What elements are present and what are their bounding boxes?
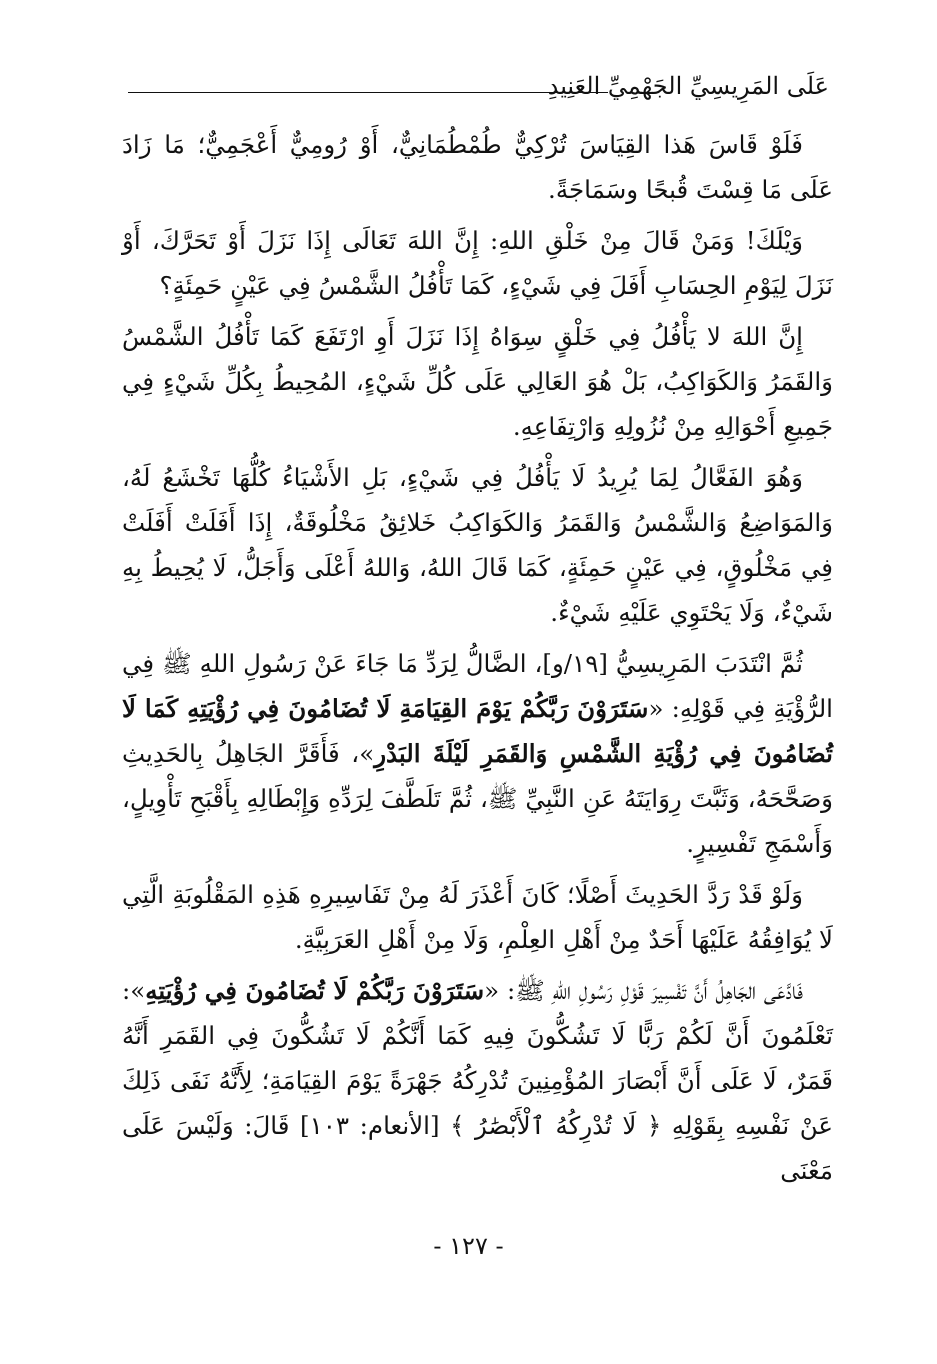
paragraph-text: فَادَّعَى الجَاهِلُ أَنَّ تَفْسِيرَ قَوْلِ رَسُولِ اللهِ ﷺ: « bbox=[484, 976, 803, 1005]
paragraph bbox=[122, 314, 833, 449]
paragraph-text: إِنَّ اللهَ لا يَأْفُلُ فِي خَلْقٍ سِوَاهُ إِذَا نَزَلَ أَوِ ارْتَفَعَ كَمَا تَأْفُلُ الشَّمْسُ وَالقَمَرُ وَالكَوَاكِبُ، بَلْ هُوَ العَالِي عَلَى كُلِّ شَيْءٍ، المُحِيطُ بِكُلِّ شَيْءٍ فِي جَمِيعِ أَحْوَالِهِ مِنْ نُزُولِهِ وَارْتِفَاعِهِ. bbox=[122, 322, 833, 441]
paragraph-text: وَيْلَكَ! وَمَنْ قَالَ مِنْ خَلْقِ اللهِ: إِنَّ اللهَ تَعَالَى إِذَا نَزَلَ أَوْ تَحَرَّكَ، أَوْ نَزَلَ لِيَوْمِ الحِسَابِ أَفَلَ فِي شَيْءٍ، كَمَا تَأْفُلُ الشَّمْسُ فِي عَيْنٍ حَمِئَةٍ؟ bbox=[122, 226, 833, 300]
body-text bbox=[122, 122, 833, 1199]
hadith-quote: سَتَرَوْنَ رَبَّكُمْ يَوْمَ القِيَامَةِ لَا تُضَامُونَ فِي رُؤْيَتِهِ كَمَا لَا تُضَامُونَ فِي رُؤْيَةِ الشَّمْسِ وَالقَمَرِ لَيْلَةَ البَدْرِ bbox=[122, 694, 833, 768]
paragraph bbox=[122, 641, 833, 866]
paragraph-text: وَهُوَ الفَعَّالُ لِمَا يُرِيدُ لَا يَأْفُلُ فِي شَيْءٍ، بَلِ الأَشْيَاءُ كُلُّهَا تَخْشَعُ لَهُ، وَالمَوَاضِعُ وَالشَّمْسُ وَالقَمَرُ وَالكَوَاكِبُ خَلائِقُ مَخْلُوقَةٌ، إِذَا أَفَلَتْ أَفَلَتْ فِي مَخْلُوقٍ، فِي عَيْنٍ حَمِئَةٍ، كَمَا قَالَ اللهُ، وَاللهُ أَعْلَى وَأَجَلُّ، لَا يُحِيطُ بِهِ شَيْءٌ، وَلَا يَحْتَوِي عَلَيْهِ شَيْءٌ. bbox=[122, 463, 833, 627]
running-header-title: عَلَى المَرِيسِيِّ الجَهْمِيِّ العَنِيدِ bbox=[547, 72, 829, 100]
paragraph-text: فَلَوْ قَاسَ هَذا القِيَاسَ تُرْكِيٌّ طُمْطُمَانِيٌّ، أَوْ رُومِيٌّ أَعْجَمِيٌّ؛ مَا زَادَ عَلَى مَا قِسْتَ قُبحًا وسَمَاجَةً. bbox=[122, 130, 833, 204]
paragraph-text: ثُمَّ انْتَدَبَ المَرِيسِيُّ [١٩/و]، الضَّالُّ لِرَدِّ مَا جَاءَ عَنْ رَسُولِ اللهِ ﷺ فِي الرُّؤْيَةِ فِي قَوْلِهِ: « bbox=[122, 649, 833, 723]
paragraph-text: »: تَعْلَمُونَ أَنَّ لَكُمْ رَبًّا لَا تَشُكُّونَ فِيهِ كَمَا أَنَّكُمْ لَا تَشُكُّونَ فِي القَمَرِ أَنَّهُ قَمَرٌ، لَا عَلَى أَنَّ أَبْصَارَ المُؤْمِنِينَ تُدْرِكُهُ جَهْرَةً يَوْمَ القِيَامَةِ؛ لِأَنَّهُ نَفَى ذَلِكَ عَنْ نَفْسِهِ بِقَوْلِهِ ﴿ لَا تُدْرِكُهُ ٱلْأَبْصَٰرُ ﴾ [الأنعام: ١٠٣] قَالَ: وَلَيْسَ عَلَى مَعْنَى bbox=[122, 976, 834, 1185]
hadith-quote: سَتَرَوْنَ رَبَّكُمْ لَا تُضَامُونَ فِي رُؤْيَتِهِ bbox=[145, 976, 485, 1005]
paragraph bbox=[122, 455, 833, 635]
paragraph bbox=[122, 218, 833, 308]
paragraph bbox=[122, 122, 833, 212]
running-header bbox=[128, 72, 829, 112]
page-number: - ١٢٧ - bbox=[433, 1232, 504, 1260]
paragraph bbox=[122, 872, 833, 962]
paragraph-text: »، فَأَقَرَّ الجَاهِلُ بِالحَدِيثِ وَصَحَّحَهُ، وَثَبَّتَ رِوَايَتَهُ عَنِ النَّبِيِّ ﷺ، ثُمَّ تَلَطَّفَ لِرَدِّهِ وَإِبْطَالِهِ بِأَقْبَحِ تَأْوِيلٍ، وَأَسْمَجِ تَفْسِيرٍ. bbox=[122, 739, 833, 858]
paragraph bbox=[122, 968, 833, 1193]
header-rule bbox=[128, 92, 608, 93]
paragraph-text: وَلَوْ قَدْ رَدَّ الحَدِيثَ أَصْلًا؛ كَانَ أَعْذَرَ لَهُ مِنْ تَفَاسِيرِهِ هَذِهِ المَقْلُوبَةِ الَّتِي لَا يُوَافِقُهُ عَلَيْهَا أَحَدٌ مِنْ أَهْلِ العِلْمِ، وَلَا مِنْ أَهْلِ العَرَبِيَّةِ. bbox=[122, 880, 833, 954]
